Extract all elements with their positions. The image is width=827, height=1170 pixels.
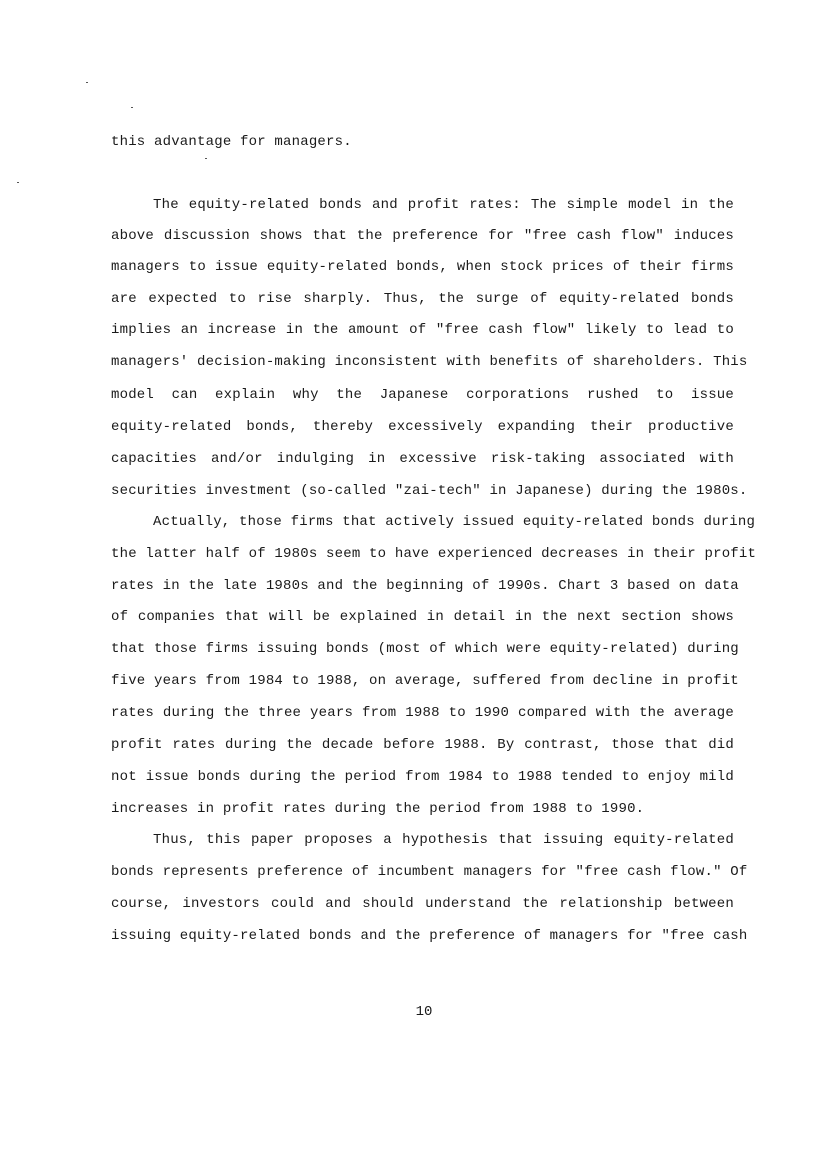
- paragraph-first-line: The equity-related bonds and profit rates: The simple model in the: [153, 197, 734, 213]
- text-line: model can explain why the Japanese corporations rushed to issue: [111, 387, 734, 403]
- text-line: rates during the three years from 1988 to 1990 compared with the average: [111, 705, 734, 721]
- paragraph-first-line: Actually, those firms that actively issued equity-related bonds during: [153, 514, 756, 530]
- text-line: this advantage for managers.: [111, 134, 352, 150]
- text-line: of companies that will be explained in detail in the next section shows: [111, 609, 734, 625]
- text-line: five years from 1984 to 1988, on average, suffered from decline in profit: [111, 673, 739, 689]
- scan-speck: [17, 182, 19, 183]
- text-line: implies an increase in the amount of "free cash flow" likely to lead to: [111, 322, 734, 338]
- scan-speck: [131, 107, 133, 108]
- text-line: above discussion shows that the preference for "free cash flow" induces: [111, 228, 734, 244]
- scan-speck: [86, 82, 88, 83]
- text-line: are expected to rise sharply. Thus, the surge of equity-related bonds: [111, 291, 734, 307]
- text-line: profit rates during the decade before 1988. By contrast, those that did: [111, 737, 734, 753]
- text-line: not issue bonds during the period from 1984 to 1988 tended to enjoy mild: [111, 769, 734, 785]
- text-line: managers' decision-making inconsistent with benefits of shareholders. This: [111, 354, 748, 370]
- text-line: issuing equity-related bonds and the preference of managers for "free cash: [111, 928, 748, 944]
- text-line: rates in the late 1980s and the beginning of 1990s. Chart 3 based on data: [111, 578, 739, 594]
- text-line: course, investors could and should understand the relationship between: [111, 896, 734, 912]
- text-line: equity-related bonds, thereby excessively expanding their productive: [111, 419, 734, 435]
- text-line: managers to issue equity-related bonds, when stock prices of their firms: [111, 259, 734, 275]
- text-line: securities investment (so-called "zai-tech" in Japanese) during the 1980s.: [111, 483, 748, 499]
- text-line: the latter half of 1980s seem to have experienced decreases in their profit: [111, 546, 757, 562]
- text-line: increases in profit rates during the period from 1988 to 1990.: [111, 801, 645, 817]
- scan-speck: [205, 158, 207, 159]
- page-number: 10: [415, 1004, 433, 1020]
- paragraph-first-line: Thus, this paper proposes a hypothesis that issuing equity-related: [153, 832, 734, 848]
- text-line: bonds represents preference of incumbent managers for "free cash flow." Of: [111, 864, 748, 880]
- text-line: capacities and/or indulging in excessive risk-taking associated with: [111, 451, 734, 467]
- text-line: that those firms issuing bonds (most of which were equity-related) during: [111, 641, 739, 657]
